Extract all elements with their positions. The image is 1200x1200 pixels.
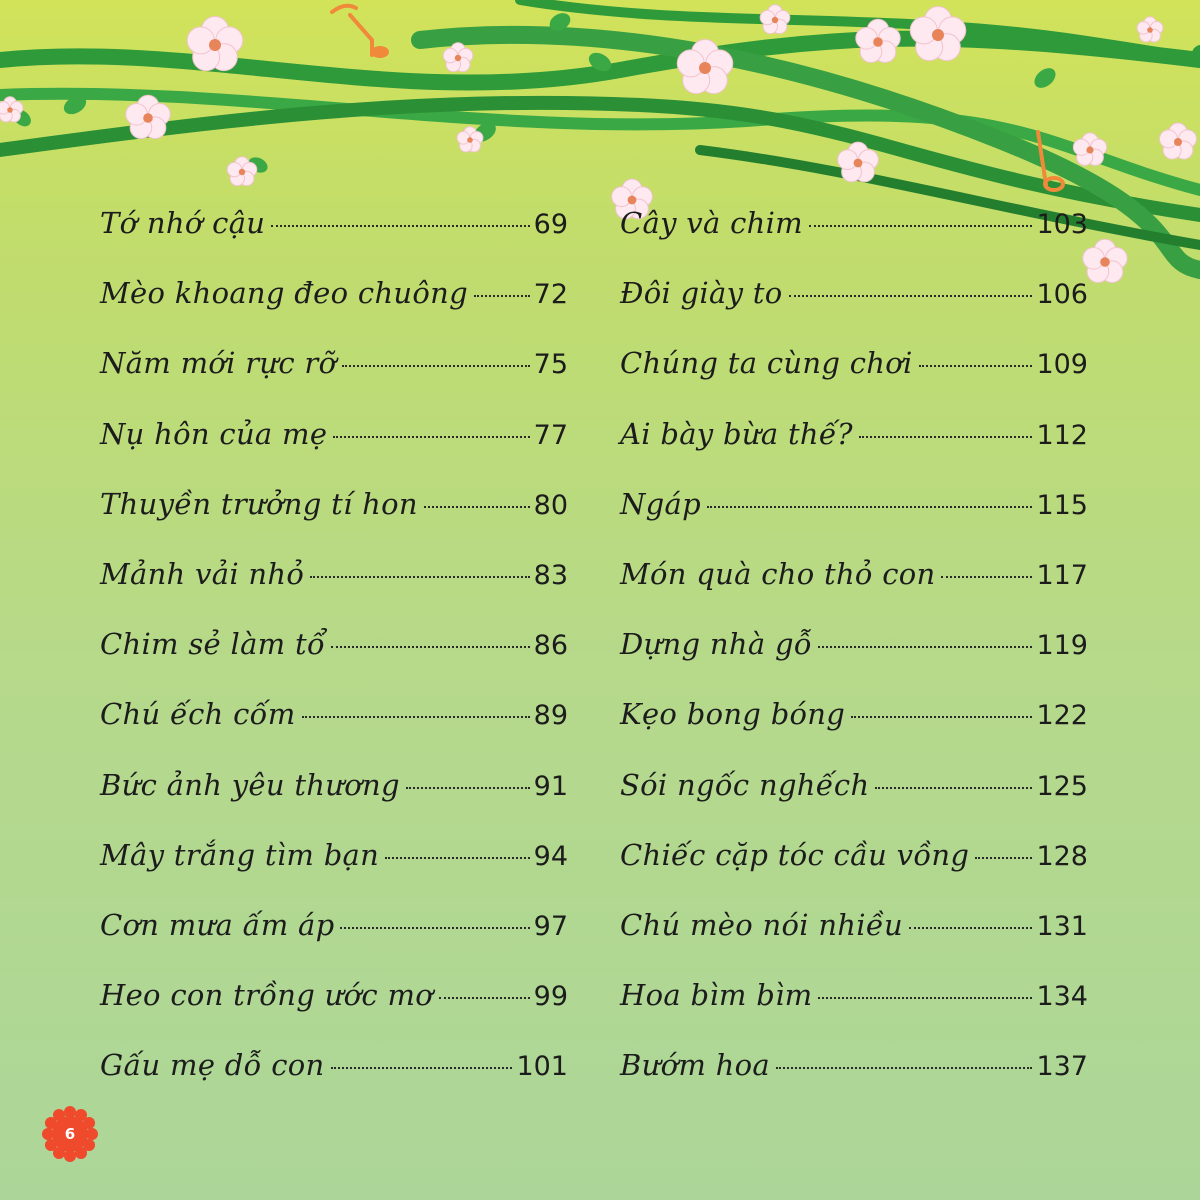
toc-entry <box>620 206 1088 276</box>
toc-entry <box>620 697 1088 767</box>
toc-entry-title: Chiếc cặp tóc cầu vồng <box>620 837 970 872</box>
toc-entry-page: 125 <box>1036 770 1088 802</box>
toc-entry <box>100 487 568 557</box>
toc-entry <box>100 417 568 487</box>
toc-entry <box>620 557 1088 627</box>
toc-entry-title: Món quà cho thỏ con <box>620 556 936 591</box>
toc-entry <box>100 206 568 276</box>
toc-entry <box>100 697 568 767</box>
toc-dot-leader <box>310 576 530 578</box>
toc-dot-leader <box>975 857 1032 859</box>
toc-entry-title: Thuyền trưởng tí hon <box>100 486 418 521</box>
toc-dot-leader <box>909 927 1032 929</box>
toc-entry-title: Chú mèo nói nhiều <box>620 907 903 942</box>
toc-entry-page: 91 <box>533 770 568 802</box>
toc-entry-title: Ai bày bừa thế? <box>620 416 853 451</box>
toc-entry-title: Nụ hôn của mẹ <box>100 416 328 451</box>
toc-entry <box>100 627 568 697</box>
toc-entry <box>620 978 1088 1048</box>
toc-entry <box>100 1048 568 1118</box>
toc-dot-leader <box>333 436 529 438</box>
toc-entry <box>620 417 1088 487</box>
toc-entry-page: 134 <box>1036 981 1088 1013</box>
toc-entry-page: 69 <box>533 209 568 240</box>
toc-entry-title: Mèo khoang đeo chuông <box>100 276 468 311</box>
toc-entry-page: 122 <box>1036 700 1088 732</box>
toc-entry-title: Tớ nhớ cậu <box>100 206 266 240</box>
toc-right-column <box>620 206 1088 1118</box>
toc-entry-page: 119 <box>1036 630 1088 662</box>
toc-dot-leader <box>809 225 1032 227</box>
toc-dot-leader <box>406 787 530 789</box>
toc-entry-page: 101 <box>516 1051 568 1083</box>
toc-entry-title: Sói ngốc nghếch <box>620 767 870 802</box>
toc-entry <box>620 768 1088 838</box>
blossom-icon <box>760 5 790 34</box>
toc-entry-title: Cơn mưa ấm áp <box>100 907 335 942</box>
toc-entry <box>100 557 568 627</box>
toc-entry-page: 80 <box>533 489 568 521</box>
toc-entry-page: 83 <box>533 559 568 591</box>
toc-entry-page: 131 <box>1036 910 1088 942</box>
toc-dot-leader <box>707 506 1032 508</box>
toc-dot-leader <box>271 225 529 227</box>
toc-entry <box>100 768 568 838</box>
toc-entry-title: Chú ếch cốm <box>100 697 296 732</box>
blossom-icon <box>1083 239 1127 282</box>
toc-entry-title: Ngáp <box>620 486 701 521</box>
toc-entry-page: 77 <box>533 419 568 451</box>
toc-entry-page: 117 <box>1036 559 1088 591</box>
toc-entry <box>620 627 1088 697</box>
toc-entry-page: 75 <box>533 349 568 381</box>
toc-entry-page: 89 <box>533 700 568 732</box>
toc-entry <box>620 908 1088 978</box>
toc-entry-title: Đôi giày to <box>620 276 783 311</box>
toc-entry-page: 106 <box>1036 279 1088 311</box>
toc-entry-title: Dựng nhà gỗ <box>620 627 812 662</box>
toc-entry-page: 99 <box>533 981 568 1013</box>
toc-entry-page: 109 <box>1036 349 1088 381</box>
toc-entry <box>620 487 1088 557</box>
toc-dot-leader <box>859 436 1033 438</box>
toc-dot-leader <box>342 365 529 367</box>
toc-dot-leader <box>385 857 530 859</box>
toc-dot-leader <box>474 295 530 297</box>
toc-dot-leader <box>875 787 1032 789</box>
toc-dot-leader <box>941 576 1032 578</box>
toc-dot-leader <box>919 365 1033 367</box>
toc-entry-title: Năm mới rực rỡ <box>100 346 337 381</box>
toc-entry-page: 94 <box>533 840 568 872</box>
toc-entry <box>100 838 568 908</box>
toc-entry-page: 128 <box>1036 840 1088 872</box>
toc-entry-title: Cây và chim <box>620 206 803 240</box>
toc-dot-leader <box>776 1067 1032 1069</box>
toc-dot-leader <box>439 997 530 999</box>
toc-entry-title: Mảnh vải nhỏ <box>100 556 305 591</box>
toc-entry <box>620 1048 1088 1118</box>
toc-entry-title: Heo con trồng ước mơ <box>100 978 434 1013</box>
toc-dot-leader <box>331 646 530 648</box>
toc-dot-leader <box>818 997 1032 999</box>
toc-entry <box>100 978 568 1048</box>
blossom-icon <box>910 7 966 61</box>
blossom-icon <box>443 43 473 72</box>
toc-entry-title: Mây trắng tìm bạn <box>100 837 380 872</box>
toc-dot-leader <box>818 646 1033 648</box>
page-number: 6 <box>64 1125 76 1143</box>
blossom-icon <box>1159 123 1196 159</box>
blossom-icon <box>187 17 243 71</box>
toc-entry-page: 112 <box>1036 419 1088 451</box>
toc-entry-page: 103 <box>1036 209 1088 240</box>
toc-dot-leader <box>331 1067 513 1069</box>
blossom-icon <box>1073 133 1106 165</box>
toc-entry-title: Bướm hoa <box>620 1048 770 1083</box>
toc-left-column <box>100 206 568 1118</box>
toc-entry <box>100 908 568 978</box>
toc-dot-leader <box>302 716 530 718</box>
toc-dot-leader <box>851 716 1032 718</box>
toc-entry-page: 97 <box>533 910 568 942</box>
blossom-icon <box>1137 17 1163 42</box>
toc-entry-page: 137 <box>1036 1051 1088 1083</box>
toc-dot-leader <box>789 295 1033 297</box>
toc-entry-title: Hoa bìm bìm <box>620 978 813 1013</box>
toc-entry <box>620 346 1088 416</box>
toc-entry <box>100 346 568 416</box>
toc-entry-title: Chúng ta cùng chơi <box>620 346 913 381</box>
toc-entry-title: Bức ảnh yêu thương <box>100 767 400 802</box>
toc-dot-leader <box>340 927 529 929</box>
toc-entry <box>620 838 1088 908</box>
toc-entry-title: Kẹo bong bóng <box>620 697 846 732</box>
toc-entry-page: 72 <box>533 279 568 311</box>
toc-entry-title: Gấu mẹ dỗ con <box>100 1048 325 1083</box>
toc-entry-page: 86 <box>533 630 568 662</box>
toc-entry <box>100 276 568 346</box>
toc-entry-page: 115 <box>1036 489 1088 521</box>
toc-entry <box>620 276 1088 346</box>
toc-dot-leader <box>424 506 530 508</box>
toc-entry-title: Chim sẻ làm tổ <box>100 627 325 662</box>
